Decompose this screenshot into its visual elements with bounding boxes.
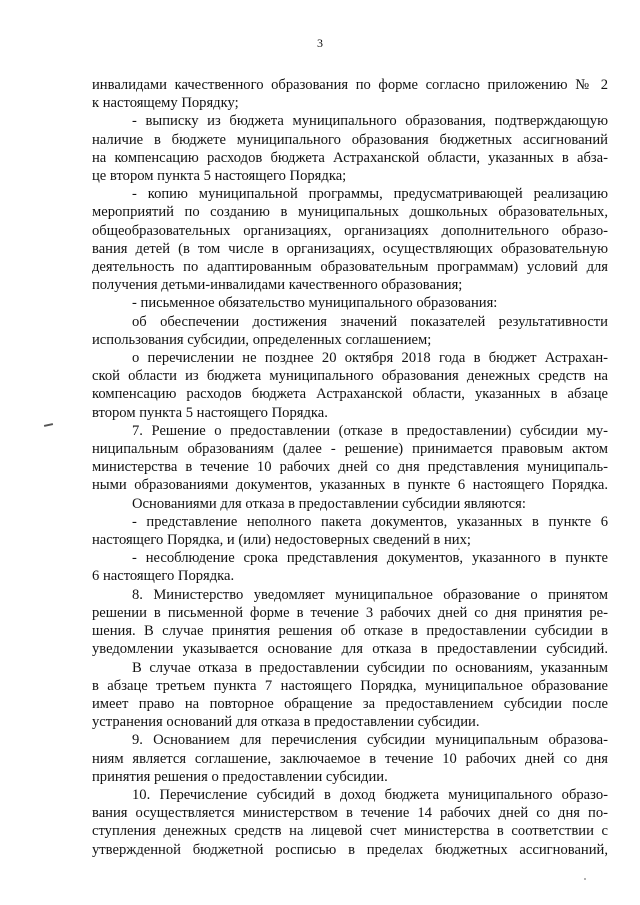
text-line: министерства в течение 10 рабочих дней со дня представления муниципаль- xyxy=(92,459,608,476)
text-line: 6 настоящего Порядка. xyxy=(92,568,235,585)
text-line: ской области из бюджета муниципального образования денежных средств на xyxy=(92,368,608,385)
text-line: к настоящему Порядку; xyxy=(92,95,239,112)
text-line: - несоблюдение срока представления документов, указанного в пункте xyxy=(132,550,608,567)
text-line: настоящего Порядка, и (или) недостоверных сведений в них; xyxy=(92,532,471,549)
text-line: 8. Министерство уведомляет муниципальное образование о принятом xyxy=(132,586,608,603)
text-line: имеет право на повторное обращение за предоставлением субсидии после xyxy=(92,695,608,712)
text-line: Основаниями для отказа в предоставлении субсидии являются: xyxy=(132,495,526,512)
text-line: втором пункта 5 настоящего Порядка. xyxy=(92,404,328,421)
text-line: о перечислении не позднее 20 октября 2018 года в бюджет Астрахан- xyxy=(132,350,608,367)
page-number: 3 xyxy=(317,36,323,50)
text-line: мероприятий по созданию в муниципальных дошкольных образовательных, xyxy=(92,204,608,221)
text-line: вания осуществляется министерством в течение 14 рабочих дней со дня по- xyxy=(92,805,608,822)
text-line: деятельность по адаптированным образовательным программам) условий для xyxy=(92,259,608,276)
text-line: общеобразовательных организациях, организациях дополнительного образо- xyxy=(92,222,608,239)
text-line: - выписку из бюджета муниципального образования, подтверждающую xyxy=(132,113,608,130)
text-line: ступления денежных средств на лицевой счет министерства в соответствии с xyxy=(92,823,608,840)
text-line: утвержденной бюджетной росписью в пределах бюджетных ассигнований, xyxy=(92,841,608,858)
text-line: В случае отказа в предоставлении субсидии по основаниям, указанным xyxy=(132,659,608,676)
text-line: ниям является соглашение, заключаемое в течение 10 рабочих дней со дня xyxy=(92,750,608,767)
text-line: - письменное обязательство муниципального образования: xyxy=(132,295,498,312)
text-line: принятия решения о предоставлении субсидии. xyxy=(92,768,388,785)
text-line: компенсацию расходов бюджета Астраханской области, указанных в абзаце xyxy=(92,386,608,403)
text-line: на компенсацию расходов бюджета Астраханской области, указанных в абза- xyxy=(92,149,608,166)
scan-speck xyxy=(584,878,586,880)
text-line: 7. Решение о предоставлении (отказе в предоставлении) субсидии му- xyxy=(132,422,608,439)
document-body xyxy=(92,76,608,859)
text-line: инвалидами качественного образования по форме согласно приложению № 2 xyxy=(92,77,608,93)
text-line: ными образованиями документов, указанных в пункте 6 настоящего Порядка. xyxy=(92,477,608,494)
text-line: - представление неполного пакета документов, указанных в пункте 6 xyxy=(132,513,608,530)
text-line: получения детьми-инвалидами качественного образования; xyxy=(92,277,463,294)
text-line: в абзаце третьем пункта 7 настоящего Порядка, муниципальное образование xyxy=(92,677,608,694)
text-line: решении в письменной форме в течение 3 рабочих дней со дня принятия ре- xyxy=(92,604,608,621)
text-line: вания детей (в том числе в организациях, осуществляющих образовательную xyxy=(92,240,608,257)
text-line: це втором пункта 5 настоящего Порядка; xyxy=(92,168,347,185)
text-line: 10. Перечисление субсидий в доход бюджета муниципального образо- xyxy=(132,786,608,803)
text-line: шения. В случае принятия решения об отказе в предоставлении субсидии в xyxy=(92,623,608,640)
text-line: об обеспечении достижения значений показателей результативности xyxy=(132,313,608,330)
text-line: устранения оснований для отказа в предоставлении субсидии. xyxy=(92,714,480,731)
text-line: использования субсидии, определенных соглашением; xyxy=(92,331,432,348)
text-line: уведомлении указывается основание для отказа в предоставлении субсидий. xyxy=(92,641,608,658)
text-line: ниципальным образованиям (далее - решение) принимается правовым актом xyxy=(92,441,608,458)
margin-mark xyxy=(44,423,53,427)
text-line: - копию муниципальной программы, предусматривающей реализацию xyxy=(132,186,608,203)
text-line: наличие в бюджете муниципального образования бюджетных ассигнований xyxy=(92,131,608,148)
text-line: 9. Основанием для перечисления субсидии муниципальным образова- xyxy=(132,732,608,749)
